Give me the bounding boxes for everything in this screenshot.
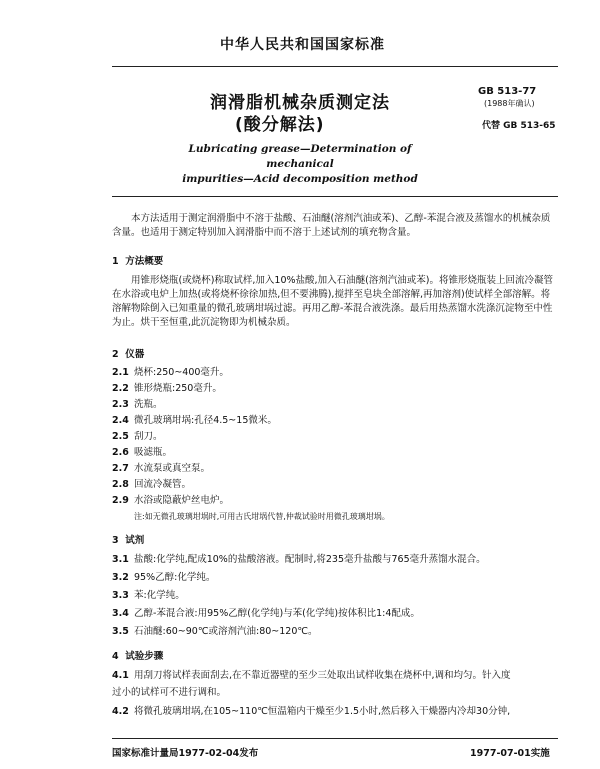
item-text: 水浴或隐蔽炉丝电炉。 [134,495,230,506]
section-title: 方法概要 [125,256,164,267]
item-text: 洗瓶。 [134,399,163,410]
item-text: 刮刀。 [134,431,163,442]
effective-date: 1977-07-01实施 [470,748,550,759]
item-text: 锥形烧瓶:250毫升。 [134,383,222,394]
instrument-item [112,414,277,428]
item-text: 用刮刀将试样表面刮去,在不靠近器壁的至少三处取出试样收集在烧杯中,调和均匀。针入度 [134,670,511,681]
standard-number: GB 513-77 [478,86,537,97]
procedure-item-4-2 [112,705,510,719]
section-number: 2 [112,349,119,360]
instrument-item [112,366,229,380]
english-title [165,142,435,187]
instrument-item [112,478,191,492]
instrument-item [112,462,210,476]
reagent-item [112,589,185,603]
procedure-item-4-1-continued: 过小的试样可不进行调和。 [112,687,227,698]
item-number: 4.2 [112,706,129,717]
section-title: 试验步骤 [125,651,164,662]
item-text: 乙醇-苯混合液:用95%乙醇(化学纯)与苯(化学纯)按体积比1:4配成。 [134,608,420,619]
reagent-item [112,553,486,567]
reagent-item [112,571,215,585]
section-title: 仪器 [125,349,145,360]
section-number: 4 [112,651,119,662]
item-text: 水流泵或真空泵。 [134,463,211,474]
method-summary-paragraph: 用锥形烧瓶(或烧杯)称取试样,加入10%盐酸,加入石油醚(溶剂汽油或苯)。将锥形烧瓶装上回流冷凝管在水浴或电炉上加热(或将烧杯徐徐加热,但不要沸腾),搅拌至皂块全部溶解,再加溶剂)使试样全部溶解。将溶解物除倒入已知重量的微孔玻璃坩埚过滤。再用乙醇-苯混合液洗涤。最后用热蒸馏水洗涤沉淀物至中性为止。烘干至恒重,此沉淀物即为机械杂质。 [112,275,553,328]
document-subtitle: (酸分解法) [235,115,325,135]
item-number: 3.3 [112,590,129,601]
standard-confirmation: (1988年确认) [484,99,535,108]
english-title-line-2: impurities—Acid decomposition method [182,173,418,185]
title-rule [112,196,558,197]
item-number: 2.9 [112,495,129,506]
section-4-heading [112,648,163,662]
item-number: 2.7 [112,463,129,474]
instrument-item [112,446,172,460]
section-1-heading [112,253,163,267]
item-number: 2.1 [112,367,129,378]
item-number: 2.6 [112,447,129,458]
instrument-item [112,398,163,412]
item-number: 2.2 [112,383,129,394]
item-text: 烧杯:250~400毫升。 [134,367,229,378]
item-number: 3.2 [112,572,129,583]
item-text: 苯:化学纯。 [134,590,185,601]
section-number: 1 [112,256,119,267]
item-number: 2.3 [112,399,129,410]
document-title: 润滑脂机械杂质测定法 [210,93,390,113]
issue-date: 国家标准计量局1977-02-04发布 [112,748,259,759]
header-rule [112,66,558,67]
issuing-org-header: 中华人民共和国国家标准 [220,37,385,53]
section-title: 试剂 [125,535,145,546]
item-number: 3.4 [112,608,129,619]
reagent-item [112,607,420,621]
standard-replaces: 代替 GB 513-65 [482,121,556,131]
section-3-heading [112,532,144,546]
item-text: 吸滤瓶。 [134,447,173,458]
reagent-item [112,625,318,639]
item-number: 3.5 [112,626,129,637]
english-title-line-1: Lubricating grease—Determination of mechanical [188,143,412,170]
instrument-item [112,430,163,444]
item-text: 微孔玻璃坩埚:孔径4.5~15微米。 [134,415,277,426]
item-number: 2.5 [112,431,129,442]
procedure-item-4-1 [112,669,511,683]
item-text: 将微孔玻璃坩埚,在105~110℃恒温箱内干燥至少1.5小时,然后移入干燥器内冷却30分钟, [134,706,511,717]
item-text: 95%乙醇:化学纯。 [134,572,216,583]
item-text: 回流冷凝管。 [134,479,192,490]
footer-rule [112,738,558,739]
item-text: 石油醚:60~90℃或溶剂汽油:80~120℃。 [134,626,318,637]
intro-paragraph: 本方法适用于测定润滑脂中不溶于盐酸、石油醚(溶剂汽油或苯)、乙醇-苯混合液及蒸馏水的机械杂质含量。也适用于测定特别加入润滑脂中而不溶于上述试剂的填充物含量。 [112,213,551,238]
item-number: 3.1 [112,554,129,565]
item-number: 4.1 [112,670,129,681]
item-number: 2.4 [112,415,129,426]
instrument-item [112,494,229,508]
section-number: 3 [112,535,119,546]
section-2-heading [112,346,144,360]
instrument-note: 注:如无微孔玻璃坩埚时,可用古氏坩埚代替,仲裁试验时用微孔玻璃坩埚。 [134,512,390,521]
instrument-item [112,382,222,396]
item-number: 2.8 [112,479,129,490]
item-text: 盐酸:化学纯,配成10%的盐酸溶液。配制时,将235毫升盐酸与765毫升蒸馏水混合。 [134,554,486,565]
